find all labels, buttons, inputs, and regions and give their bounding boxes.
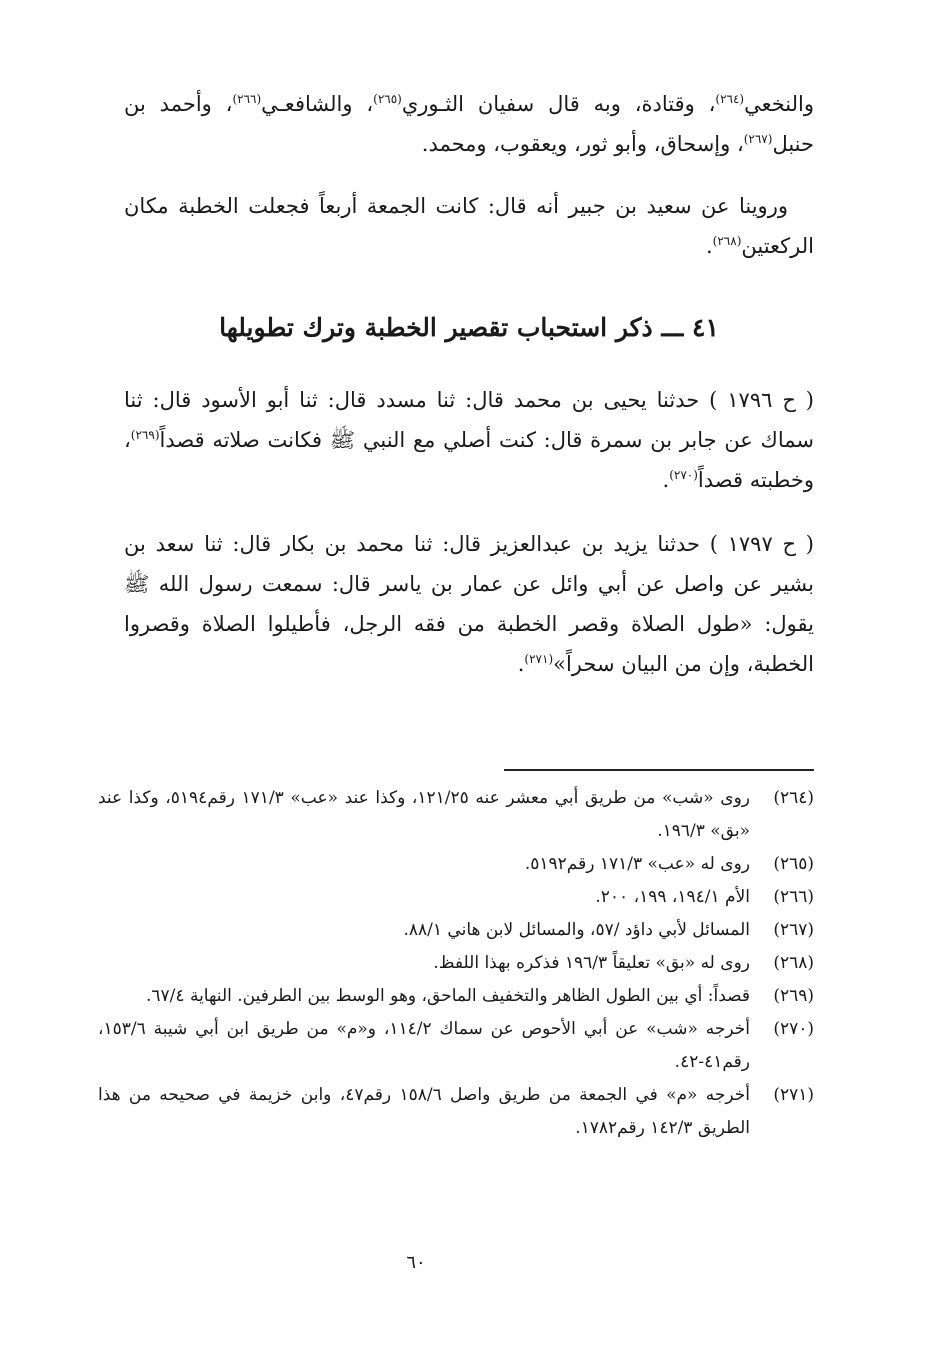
- footnote-item: [98, 980, 814, 1013]
- footnote-number: (٢٦٩): [773, 986, 814, 1006]
- text-segment: ، وقتادة، وبه قال سفيان الثـوري: [401, 92, 716, 116]
- footnote-ref[interactable]: (٢٦٨): [712, 234, 742, 248]
- footnote-ref[interactable]: (٢٧١): [524, 652, 554, 666]
- footnote-ref[interactable]: (٢٧٠): [669, 468, 698, 482]
- footnote-item: [98, 914, 814, 947]
- text-segment: وروينا عن سعيد بن جبير أنه قال: كانت الجمعة أربعاً فجعلت الخطبة مكان الركعتين: [124, 194, 814, 258]
- footnote-item: [98, 947, 814, 980]
- footnote-number: (٢٦٧): [773, 920, 814, 940]
- text-segment: ، والشافعـي: [261, 92, 374, 116]
- footnote-text: قصداً: أي بين الطول الظاهر والتخفيف الماحق، وهو الوسط بين الطرفين. النهاية ٦٧/٤.: [146, 986, 750, 1006]
- footnote-item: [98, 848, 814, 881]
- paragraph-said-ibn-jubayr: [124, 186, 814, 266]
- text-segment: ، وخطبته قصداً: [124, 428, 814, 492]
- footnote-text: أخرجه «م» في الجمعة من طريق واصل ١٥٨/٦ رقم٤٧، وابن خزيمة في صحيحه من هذا الطريق ١٤٢/٣ رقم١٧٨٢.: [98, 1085, 750, 1138]
- paragraph-scholars: [124, 84, 814, 164]
- footnote-ref[interactable]: (٢٦٩): [130, 428, 160, 442]
- text-segment: .: [517, 652, 525, 676]
- page-number: ٦٠: [406, 1252, 426, 1273]
- footnote-item: [98, 782, 814, 848]
- footnote-text: روى «شب» من طريق أبي معشر عنه ١٢١/٢٥، وكذا عند «عب» ١٧١/٣ رقم٥١٩٤، وكذا عند «بق» ١٩٦/٣.: [98, 788, 750, 841]
- text-segment: .: [705, 234, 713, 258]
- footnote-number: (٢٧١): [773, 1085, 814, 1105]
- footnote-divider: [504, 769, 814, 771]
- footnote-ref[interactable]: (٢٦٥): [373, 92, 402, 106]
- text-segment: ( ح ١٧٩٦ ) حدثنا يحيى بن محمد قال: ثنا مسدد قال: ثنا أبو الأسود قال: ثنا سماك عن جابر بن سمرة قال: كنت أصلي مع النبي ﷺ فكانت صلاته قصداً: [124, 388, 815, 452]
- footnote-item: [98, 881, 814, 914]
- footnote-number: (٢٦٥): [773, 854, 814, 874]
- text-segment: ، وإسحاق، وأبو ثور، ويعقوب، ومحمد.: [421, 132, 744, 156]
- footnote-text: روى له «عب» ١٧١/٣ رقم٥١٩٢.: [524, 854, 750, 874]
- footnote-number: (٢٦٤): [773, 788, 814, 808]
- text-segment: .: [662, 468, 670, 492]
- section-heading: ٤١ ـــ ذكر استحباب تقصير الخطبة وترك تطويلها: [219, 313, 719, 342]
- text-segment: والنخعي: [744, 92, 814, 116]
- footnote-text: أخرجه «شب» عن أبي الأحوص عن سماك ١١٤/٢، و«م» من طريق ابن أبي شيبة ١٥٣/٦، رقم٤١-٤٢.: [98, 1019, 751, 1072]
- footnote-number: (٢٦٦): [773, 887, 814, 907]
- hadith-1797: [124, 524, 814, 684]
- footnote-number: (٢٧٠): [773, 1019, 814, 1039]
- footnote-text: الأم ١٩٤/١، ١٩٩، ٢٠٠.: [595, 887, 750, 907]
- footnote-item: [98, 1079, 814, 1145]
- text-segment: ، وأحمد بن حنبل: [124, 92, 814, 156]
- footnote-text: روى له «بق» تعليقاً ١٩٦/٣ فذكره بهذا اللفظ.: [433, 953, 750, 973]
- footnote-number: (٢٦٨): [773, 953, 814, 973]
- footnote-ref[interactable]: (٢٦٧): [743, 132, 773, 146]
- hadith-1796: [124, 380, 814, 500]
- text-segment: ( ح ١٧٩٧ ) حدثنا يزيد بن عبدالعزيز قال: ثنا محمد بن بكار قال: ثنا سعد بن بشير عن واصل عن أبي وائل عن عمار بن ياسر قال: سمعت رسول الله ﷺ يقول: «طول الصلاة وقصر الخطبة من فقه الرجل، فأطيلوا الصلاة وقصروا الخطبة، وإن من البيان سحراً»: [124, 532, 814, 676]
- footnote-ref[interactable]: (٢٦٦): [232, 92, 262, 106]
- footnote-item: [98, 1013, 814, 1079]
- footnotes-list: [98, 782, 814, 1145]
- footnote-ref[interactable]: (٢٦٤): [715, 92, 745, 106]
- footnote-text: المسائل لأبي داؤد /٥٧، والمسائل لابن هاني ٨٨/١.: [403, 920, 750, 940]
